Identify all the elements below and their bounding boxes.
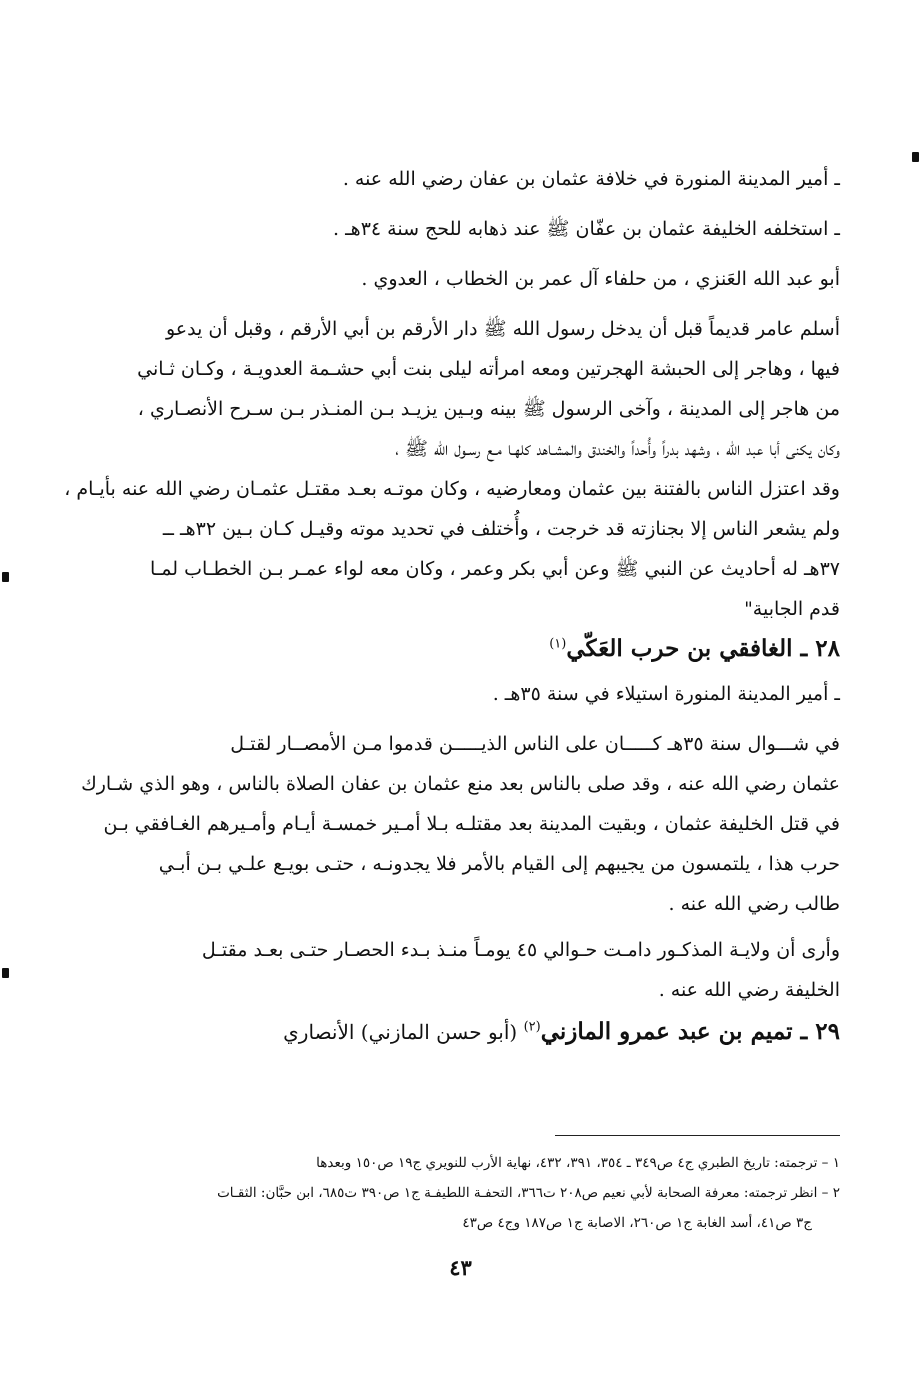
footnote-separator bbox=[555, 1135, 840, 1136]
paragraph-line: حرب هذا ، يلتمسون من يجيبهم إلى القيام بالأمر فلا يجدونـه ، حتـى بويـع علـي بـن أبـي bbox=[158, 853, 840, 875]
page-body bbox=[64, 165, 840, 1063]
paragraph-ghafiqi bbox=[81, 730, 840, 918]
heading-text: ٢٨ ـ الغافقي بن حرب العَكّي bbox=[566, 635, 840, 662]
paragraph-line: عثمان رضي الله عنه ، وقد صلى بالناس بعد منع عثمان بن عفان الصلاة بالناس ، وهو الذي شـارك bbox=[81, 773, 840, 795]
footnotes bbox=[217, 1150, 840, 1240]
footnote-2: ٢ – انظر ترجمته: معرفة الصحابة لأبي نعيم ص٢٠٨ ت٣٦٦، التحفـة اللطيفـة ج١ ص٣٩٠ ت٦٨٥، ابن حبَّان: الثقـات bbox=[217, 1185, 840, 1201]
paragraph-opinion bbox=[150, 936, 840, 1004]
paragraph-line: وقد اعتزل الناس بالفتنة بين عثمان ومعارضيه ، وكان موتـه بعـد مقتـل عثمـان رضي الله عنه بأيـام ، bbox=[64, 478, 840, 500]
footnote-1: ١ – ترجمته: تاريخ الطبري ج٤ ص٣٤٩ ـ ٣٥٤، ٣٩١، ٤٣٢، نهاية الأرب للنويري ج١٩ ص١٥٠ وبعدها bbox=[316, 1155, 840, 1171]
intro-bullets bbox=[150, 165, 840, 293]
section-heading-28 bbox=[150, 635, 840, 662]
margin-mark-top bbox=[912, 152, 919, 162]
paragraph-line: طالب رضي الله عنه . bbox=[668, 893, 840, 915]
paragraph-line: وأرى أن ولايـة المذكـور دامـت حـوالي ٤٥ يومـاً منـذ بـدء الحصـار حتـى بعـد مقتـل bbox=[201, 939, 840, 961]
bullet-line: ـ أمير المدينة المنورة استيلاء في سنة ٣٥هـ . bbox=[492, 683, 840, 705]
paragraph-line: قدم الجابية" bbox=[744, 598, 840, 620]
bullet-line: ـ استخلفه الخليفة عثمان بن عفّان ﷺ عند ذهابه للحج سنة ٣٤هـ . bbox=[333, 218, 840, 240]
paragraph-line: ولم يشعر الناس إلا بجنازته قد خرجت ، وأُختلف في تحديد موته وقيـل كـان بـين ٣٢هـ ــ bbox=[162, 518, 840, 540]
footnote-2-continued: ج٣ ص٤١، أسد الغابة ج١ ص٢٦٠، الاصابة ج١ ص١٨٧ وج٤ ص٤٣ bbox=[462, 1215, 812, 1231]
section-heading-29 bbox=[150, 1018, 840, 1045]
page-number: ٤٣ bbox=[449, 1255, 472, 1280]
footnote-ref: (٢) bbox=[523, 1019, 541, 1035]
margin-mark-left-upper bbox=[2, 572, 9, 582]
paragraph-line: أسلم عامر قديماً قبل أن يدخل رسول الله ﷺ دار الأرقم بن أبي الأرقم ، وقبل أن يدعو bbox=[165, 318, 840, 340]
heading-subtitle: (أبو حسن المازني) الأنصاري bbox=[283, 1020, 524, 1044]
margin-mark-left-lower bbox=[2, 968, 9, 978]
section-28-bullets bbox=[150, 680, 840, 708]
bullet-line: أبو عبد الله العَنزي ، من حلفاء آل عمر بن الخطاب ، العدوي . bbox=[361, 268, 840, 290]
paragraph-amir-biography bbox=[64, 315, 840, 623]
bullet-line: ـ أمير المدينة المنورة في خلافة عثمان بن عفان رضي الله عنه . bbox=[342, 168, 840, 190]
paragraph-line: فيها ، وهاجر إلى الحبشة الهجرتين ومعه امرأته ليلى بنت أبي حشـمة العدويـة ، وكـان ثـاني bbox=[137, 358, 840, 380]
paragraph-line: وكان يكنى أبا عبد الله ، وشهد بدراً وأُحداً والخندق والمشـاهد كلهـا مـع رسـول الله ﷺ ، bbox=[395, 438, 840, 460]
paragraph-line: الخليفة رضي الله عنه . bbox=[658, 979, 840, 1001]
paragraph-line: ٣٧هـ له أحاديث عن النبي ﷺ وعن أبي بكر وعمر ، وكان معه لواء عمـر بـن الخطـاب لمـا bbox=[149, 558, 840, 580]
paragraph-line: من هاجر إلى المدينة ، وآخى الرسول ﷺ بينه وبـين يزيـد بـن المنـذر بـن سـرح الأنصـاري ، bbox=[137, 398, 840, 420]
paragraph-line: في قتل الخليفة عثمان ، وبقيت المدينة بعد مقتلـه بـلا أمـير خمسـة أيـام وأمـيرهم الغـافقي بـن bbox=[103, 813, 840, 835]
footnote-ref: (١) bbox=[549, 636, 567, 652]
paragraph-line: في شـــوال سنة ٣٥هـ كـــــان على الناس الذيـــــن قدموا مـن الأمصــار لقتـل bbox=[230, 733, 840, 755]
heading-text: ٢٩ ـ تميم بن عبد عمرو المازني bbox=[540, 1018, 840, 1045]
